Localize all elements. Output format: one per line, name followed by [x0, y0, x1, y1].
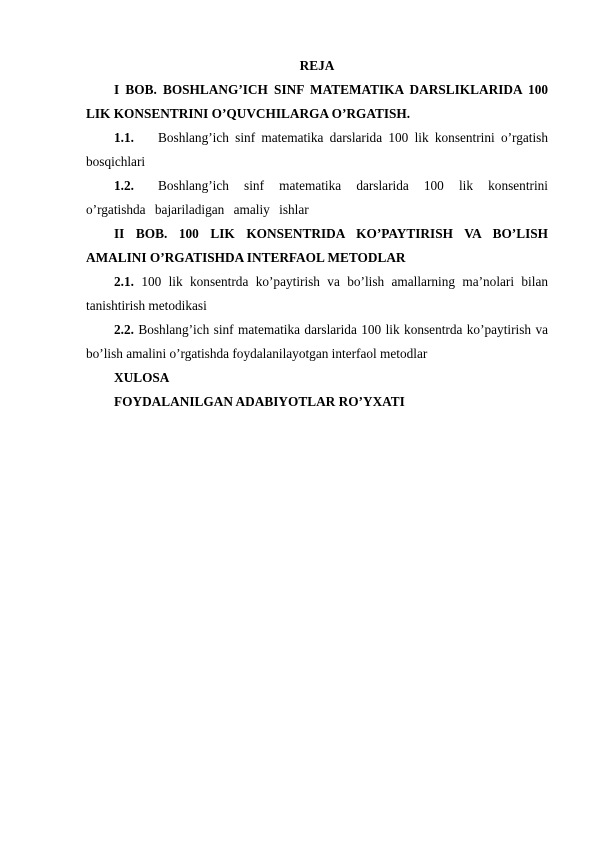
page-title: REJA [299, 58, 335, 73]
section-number: 2.1. [114, 274, 134, 289]
section-number: 1.2. [114, 178, 134, 193]
section-text: 100 lik konsentrda ko’paytirish va bo’lish amallarning ma’nolari bilan tanishtirish metodikasi [86, 274, 548, 313]
chapter-1-heading: I BOB. BOSHLANG’ICH SINF MATEMATIKA DARSLIKLARIDA 100 LIK KONSENTRINI O’QUVCHILARGA O’RGATISH. [86, 82, 548, 121]
section-number: 2.2. [114, 322, 134, 337]
section-text: Boshlang’ich sinf matematika darslarida 100 lik konsentrda ko’paytirish va bo’lish amalini o’rgatishda foydalanilayotgan interfaol metodlar [86, 322, 548, 361]
document-page [86, 54, 548, 414]
references-heading: FOYDALANILGAN ADABIYOTLAR RO’YXATI [114, 394, 405, 409]
section-1-2 [86, 174, 548, 222]
section-2-1 [86, 270, 548, 318]
section-text: Boshlang’ich sinf matematika darslarida 100 lik konsentrini o’rgatish bosqichlari [86, 130, 548, 169]
conclusion-heading: XULOSA [114, 370, 170, 385]
section-2-2 [86, 318, 548, 366]
chapter-2-heading: II BOB. 100 LIK KONSENTRIDA KO’PAYTIRISH VA BO’LISH AMALINI O’RGATISHDA INTERFAOL METODLAR [86, 226, 548, 265]
section-text: Boshlang’ich sinf matematika darslarida 100 lik konsentrini o’rgatishda bajariladigan amaliy ishlar [86, 178, 548, 217]
section-number: 1.1. [114, 130, 134, 145]
section-1-1 [86, 126, 548, 174]
